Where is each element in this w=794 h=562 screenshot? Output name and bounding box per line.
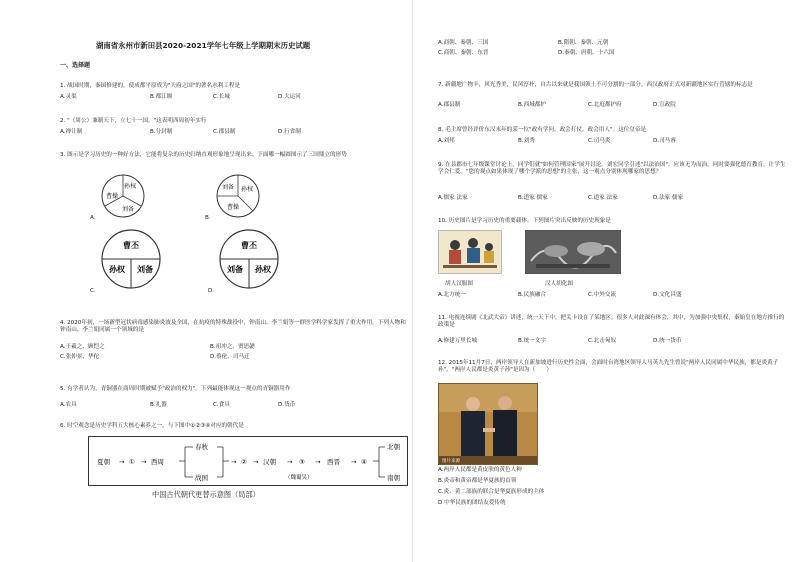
pie-b-label-2: 刘备 [221, 184, 235, 191]
q12-option-d[interactable]: D.中华民族的团结友爱传统 [438, 500, 506, 506]
q9-stem: 9. 在县郡市七年级课堂讨论上，同学们就"如何管理国家"展开讨论。刘宏同学引述"以法治国"，应该无为而治，同时要强化德育教育，让学生学会仁爱。"您的观点如果体现了哪个学派的思想"的主张，这一观点分别体现哪家的思想？ [438, 162, 786, 175]
tl-xizhou: 西周 [151, 458, 164, 466]
q12-photo-caption: 图片来源 [442, 459, 460, 464]
pie-d-label-2: 刘备 [227, 265, 243, 274]
pie-b-label-3: 曹操 [226, 204, 240, 211]
q8-option-a[interactable]: A.刘邦 [438, 138, 455, 144]
q4-option-d[interactable]: D.蔡伦、司马迁 [210, 354, 250, 360]
pie-c-label-1: 曹丕 [123, 241, 139, 250]
q7-option-d[interactable]: D.宣政院 [653, 102, 676, 108]
q10-stem: 10. 历史图片是学习历史的重要载体。下列图片突出反映的历史现象是 [438, 218, 611, 224]
q12-option-a[interactable]: A.两岸人民都是黄皮肤的黄色人种 [438, 467, 522, 473]
q6-timeline-box [88, 436, 408, 486]
q3-option-b[interactable]: B. [205, 215, 211, 221]
tl-chunqiu: 春秋 [195, 443, 208, 451]
q10-option-d[interactable]: D.文化昌盛 [653, 292, 682, 298]
q1-stem: 1. 战国时期，秦国修建的，使成都平原成为"天府之国"的著名水利工程是 [60, 83, 241, 89]
q9-option-d[interactable]: D.法家 儒家 [653, 195, 684, 201]
q3-option-c[interactable]: C. [90, 288, 96, 294]
q4-stem: 4. 2020年初，一场新型冠状病毒感染肺炎波及全国，在抗疫的特殊战役中，钟南山、李兰娟等一群医学科学家发挥了重大作用。下列人物和钟南山、李兰娟同属一个领域的是 [60, 320, 406, 333]
column-divider [412, 0, 413, 562]
q3-pie-d[interactable] [218, 228, 280, 290]
q7-option-b[interactable]: B.西域都护 [518, 102, 546, 108]
q2-option-c[interactable]: C.郡县制 [213, 129, 236, 135]
q1-option-b[interactable]: B.都江堰 [150, 94, 173, 100]
q9-option-a[interactable]: A.儒家 法家 [438, 195, 468, 201]
pie-c-label-2: 孙权 [109, 265, 125, 274]
tl-arrow-5: → [287, 458, 293, 466]
q6-option-b[interactable]: B.隋朝、秦朝、元朝 [558, 40, 609, 46]
q12-option-b[interactable]: B.炎帝和黄帝都是华夏族的首领 [438, 478, 517, 484]
q3-stem: 3. 图示是学习历史的一种好方法，它能将复杂的历史归纳直观形象地呈现出来。下面哪一幅圆图示了三国鼎立的形势 [60, 152, 347, 158]
q2-option-d[interactable]: D.行省制 [278, 129, 301, 135]
tl-nanchao: 南朝 [387, 474, 400, 482]
q2-option-a[interactable]: A.禅让制 [60, 129, 83, 135]
q10-option-c[interactable]: C.中外交流 [588, 292, 617, 298]
q2-stem: 2. "（周公）兼制天下，立七十一国。"这表明西周初年实行 [60, 118, 207, 124]
tl-han: 汉朝 [263, 458, 276, 466]
tl-beichao: 北朝 [387, 443, 400, 451]
pie-c-label-3: 刘备 [137, 265, 153, 274]
pie-d-label-3: 孙权 [255, 265, 271, 274]
tl-arrow-4: → [253, 458, 259, 466]
q9-option-c[interactable]: C.道家 法家 [588, 195, 618, 201]
tl-arrow-1: → [119, 458, 125, 466]
q3-pie-b[interactable] [215, 173, 261, 219]
tl-1: ① [129, 458, 135, 466]
q6-stem: 6. 时空观念是历史学科五大核心素养之一。与下图中①②③④对应的朝代是 [60, 423, 244, 429]
q8-option-d[interactable]: D.司马睿 [653, 138, 676, 144]
tl-3: ③ [299, 458, 305, 466]
q11-stem: 11. 电视连续剧《北武大帝》讲述，统一天下中，把关卡设在了某地区。很多人对此深有体会，其中，为加强中央集权，秦始皇在地方推行的政策是 [438, 315, 785, 328]
q4-option-b[interactable]: B.祖冲之、贾思勰 [210, 344, 255, 350]
tl-arrow-7: → [351, 458, 357, 466]
pie-a-label-2: 曹操 [105, 193, 119, 200]
q5-stem: 5. 有学者认为，青铜器在商周时期被赋予"政治的权力"。下列最能体现这一观点的青铜器用作 [60, 386, 291, 392]
q5-option-b[interactable]: B.礼器 [150, 402, 167, 408]
q7-option-c[interactable]: C.北庭都护府 [588, 102, 622, 108]
tl-zhanguo: 战国 [195, 474, 208, 482]
q6-timeline [89, 437, 407, 485]
q11-option-c[interactable]: C.北击匈奴 [588, 338, 617, 344]
pie-b-label-1: 孙权 [240, 186, 254, 193]
q10-image-hu-han[interactable] [438, 230, 502, 274]
q6-option-c[interactable]: C.商朝、秦朝、东晋 [438, 50, 489, 56]
tl-arrow-2: → [141, 458, 147, 466]
q11-option-a[interactable]: A.修建万里长城 [438, 338, 478, 344]
tl-weishuwu: （魏蜀吴） [285, 475, 313, 481]
q10-option-b[interactable]: B.民族融合 [518, 292, 546, 298]
q8-stem: 8. 毛主席曾经评价东汉末年的某一位"政有学问，政会打仗，政会用人"。这位皇帝是 [438, 127, 647, 133]
q10-image-han-hu[interactable] [525, 230, 621, 274]
q4-option-c[interactable]: C.张仲景、华佗 [60, 354, 100, 360]
right-column [415, 0, 794, 562]
q10-caption-1: 胡人汉服图 [445, 281, 473, 287]
q3-option-a[interactable]: A. [90, 215, 96, 221]
q1-option-c[interactable]: C.长城 [213, 94, 230, 100]
q2-option-b[interactable]: B.分封制 [150, 129, 173, 135]
tl-xijin: 西晋 [327, 458, 340, 466]
section-heading: 一、选择题 [60, 62, 91, 69]
q6-option-d[interactable]: D.秦朝、唐朝、十六国 [558, 50, 615, 56]
q1-option-a[interactable]: A.灵渠 [60, 94, 77, 100]
q4-option-a[interactable]: A.王羲之、顾恺之 [60, 344, 105, 350]
q6-caption: 中国古代朝代更替示意图（局部） [152, 490, 260, 499]
q12-photo[interactable] [438, 383, 538, 465]
q10-caption-2: 汉人胡化图 [545, 281, 573, 287]
pie-d-label-1: 曹丕 [241, 241, 257, 250]
q1-option-d[interactable]: D.大运河 [278, 94, 301, 100]
tl-arrow-3: → [231, 458, 237, 466]
q11-option-d[interactable]: D.统一货币 [653, 338, 682, 344]
pie-a-label-3: 刘备 [121, 206, 135, 213]
q8-option-b[interactable]: B.刘秀 [518, 138, 535, 144]
q8-option-c[interactable]: C.司马炎 [588, 138, 611, 144]
q5-option-d[interactable]: D.货币 [278, 402, 296, 408]
tl-4: ④ [361, 458, 367, 466]
q12-option-c[interactable]: C.炎、黄二部族的联合是华夏族形成的主体 [438, 489, 545, 495]
exam-title: 湖南省永州市新田县2020-2021学年七年级上学期期末历史试题 [96, 41, 311, 50]
q7-stem: 7. 新疆地广物丰，风光秀美，民风淳朴，自古以来就是我国领土不可分割的一部分。西汉政府正式对新疆地区实行管辖的标志是 [438, 82, 753, 88]
tl-xia: 夏朝 [97, 458, 110, 466]
q7-option-a[interactable]: A.郡县制 [438, 102, 461, 108]
q5-option-a[interactable]: A.农具 [60, 402, 77, 408]
q5-option-c[interactable]: C.食具 [213, 402, 230, 408]
q3-pie-c[interactable] [100, 228, 162, 290]
q3-option-d[interactable]: D. [208, 288, 215, 294]
tl-2: ② [241, 458, 247, 466]
tl-arrow-6: → [315, 458, 321, 466]
pie-a-label-1: 孙权 [123, 183, 137, 190]
q6-option-a[interactable]: A.商朝、秦朝、三国 [438, 40, 489, 46]
q11-option-b[interactable]: B.统一文字 [518, 338, 546, 344]
q10-option-a[interactable]: A.北方统一 [438, 292, 466, 298]
q3-pie-a[interactable] [100, 173, 146, 219]
q12-stem: 12. 2015年11月7日，两岸领导人在新加坡进行历史性会面，会面时台湾地区领导人马英九先生曾说"两岸人民同属中华民族，都是炎黄子孙"。"两岸人民都是炎黄子孙"是因为（ ） [438, 360, 779, 373]
q9-option-b[interactable]: B.道家 儒家 [518, 195, 548, 201]
